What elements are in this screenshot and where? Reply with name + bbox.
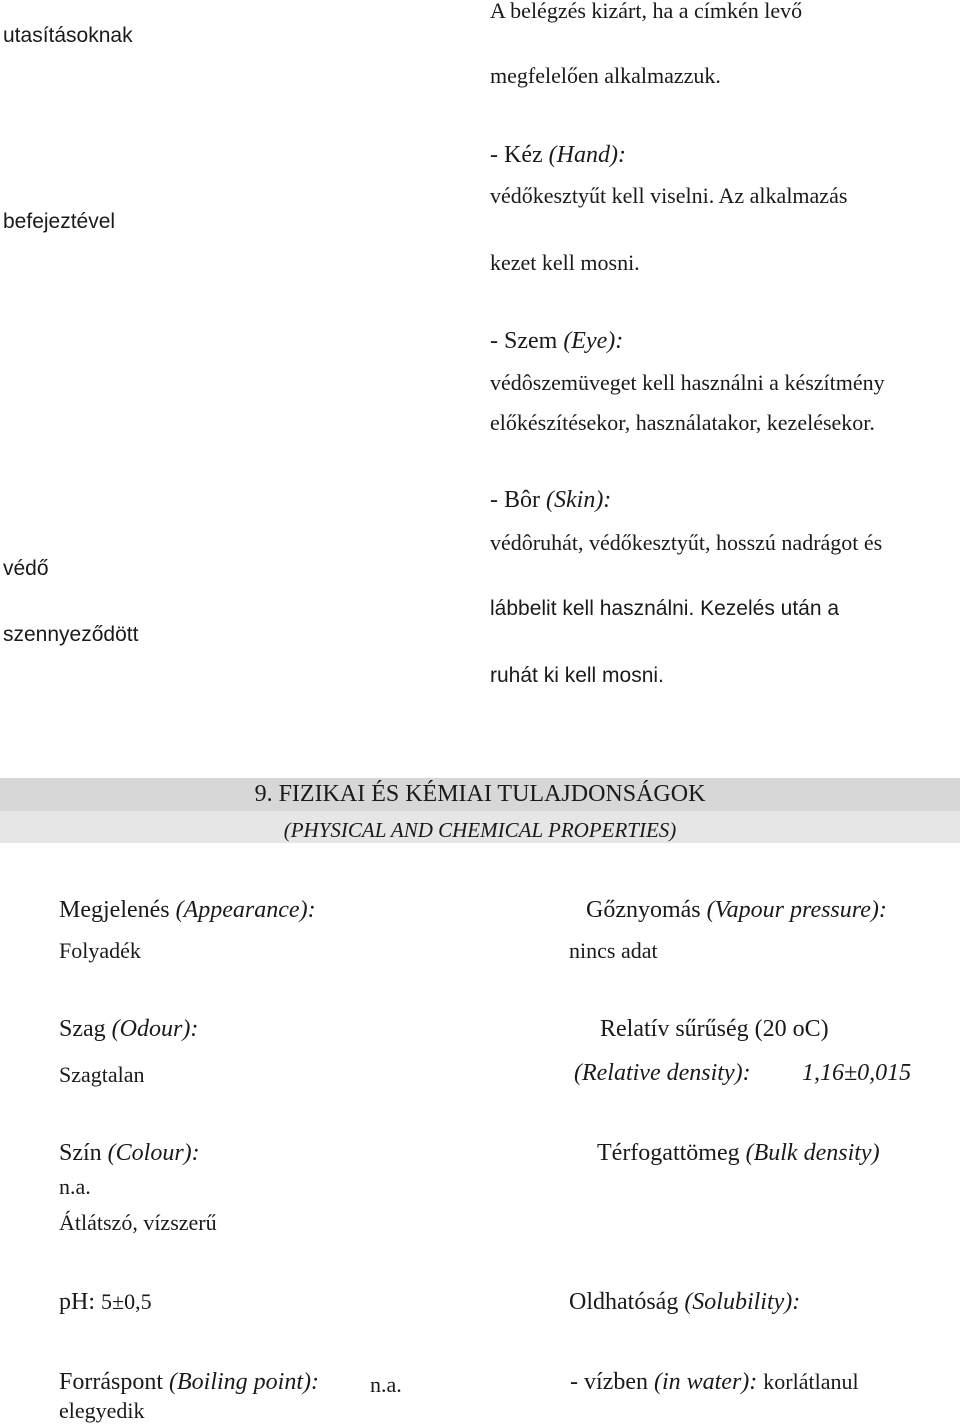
water-value: korlátlanul xyxy=(763,1369,859,1394)
eye-prefix: - Szem xyxy=(490,328,564,354)
density-label-en: (Relative density): xyxy=(574,1060,751,1086)
skin-text-2: lábbelit kell használni. Kezelés után a xyxy=(490,597,840,620)
water-value-continued: elegyedik xyxy=(59,1398,145,1423)
density-label: Relatív sűrűség (20 oC) xyxy=(600,1016,829,1042)
odour-label-en: (Odour): xyxy=(111,1016,199,1042)
appearance-label-hu: Megjelenés xyxy=(59,897,176,923)
water-label-en: (in water): xyxy=(653,1369,758,1395)
colour-label xyxy=(59,1140,200,1167)
vapour-value: nincs adat xyxy=(569,938,658,963)
right-text-megfeleloen: megfelelően alkalmazzuk. xyxy=(490,63,721,88)
skin-text-1: védôruhát, védőkesztyűt, hosszú nadrágot és xyxy=(490,530,883,555)
eye-text-2: előkészítésekor, használatakor, kezelésekor. xyxy=(490,410,875,435)
eye-heading xyxy=(490,328,623,355)
skin-heading xyxy=(490,487,611,514)
odour-value: Szagtalan xyxy=(59,1062,145,1087)
appearance-value: Folyadék xyxy=(59,938,141,963)
solubility-label xyxy=(569,1289,800,1316)
skin-text-3: ruhát ki kell mosni. xyxy=(490,664,664,687)
left-text-vedo: védő xyxy=(3,557,49,580)
boiling-label-hu: Forráspont xyxy=(59,1369,169,1395)
skin-en: (Skin): xyxy=(546,487,612,513)
section-subtitle: (PHYSICAL AND CHEMICAL PROPERTIES) xyxy=(283,818,677,842)
section-title: 9. FIZIKAI ÉS KÉMIAI TULAJDONSÁGOK xyxy=(254,781,706,807)
hand-text-1: védőkesztyűt kell viselni. Az alkalmazás xyxy=(490,183,848,208)
hand-heading xyxy=(490,142,626,169)
vapour-label-hu: Gőznyomás xyxy=(586,897,707,923)
colour-value: Átlátszó, vízszerű xyxy=(59,1210,217,1235)
appearance-label xyxy=(59,897,316,924)
left-text-szennyezodott: szennyeződött xyxy=(3,623,139,646)
hand-prefix: - Kéz xyxy=(490,142,549,168)
hand-text-2: kezet kell mosni. xyxy=(490,250,640,275)
ph-label xyxy=(59,1289,152,1316)
appearance-label-en: (Appearance): xyxy=(175,897,316,923)
vapour-label xyxy=(586,897,887,924)
vapour-label-en: (Vapour pressure): xyxy=(706,897,887,923)
odour-label xyxy=(59,1016,198,1043)
right-text-belegzes: A belégzés kizárt, ha a címkén levő xyxy=(490,0,803,23)
left-text-utasitasoknak: utasításoknak xyxy=(3,24,133,47)
boiling-label-en: (Boiling point): xyxy=(169,1369,319,1395)
ph-label-text: pH: xyxy=(59,1289,101,1315)
ph-value: 5±0,5 xyxy=(101,1289,152,1314)
hand-en: (Hand): xyxy=(548,142,626,168)
colour-na: n.a. xyxy=(59,1174,91,1199)
colour-label-en: (Colour): xyxy=(107,1140,200,1166)
density-value: 1,16±0,015 xyxy=(802,1060,912,1086)
bulk-label-hu: Térfogattömeg xyxy=(597,1140,746,1166)
colour-label-hu: Szín xyxy=(59,1140,108,1166)
water-solubility xyxy=(570,1369,859,1396)
boiling-value: n.a. xyxy=(370,1372,402,1397)
bulk-label-en: (Bulk density) xyxy=(745,1140,880,1166)
skin-prefix: - Bôr xyxy=(490,487,546,513)
solubility-label-hu: Oldhatóság xyxy=(569,1289,685,1315)
bulk-label xyxy=(597,1140,880,1167)
odour-label-hu: Szag xyxy=(59,1016,112,1042)
eye-en: (Eye): xyxy=(563,328,624,354)
boiling-label xyxy=(59,1369,319,1396)
water-label: - vízben xyxy=(570,1369,654,1395)
eye-text-1: védôszemüveget kell használni a készítmény xyxy=(490,370,885,395)
left-text-befejeztevel: befejeztével xyxy=(3,210,116,233)
solubility-label-en: (Solubility): xyxy=(684,1289,801,1315)
